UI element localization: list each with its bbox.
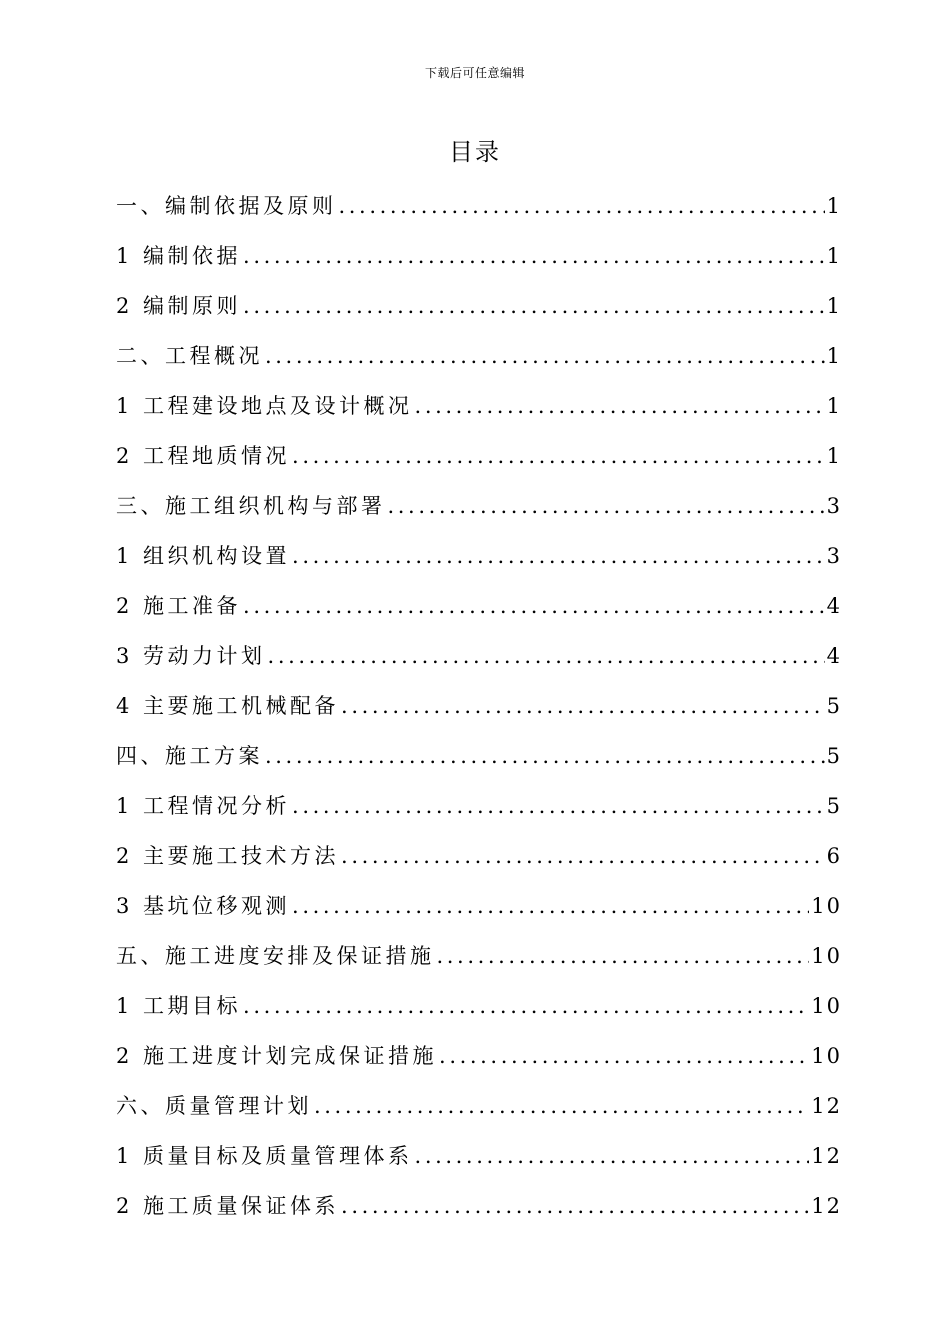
toc-dot-leader <box>439 1031 809 1081</box>
toc-entry[interactable] <box>116 531 842 581</box>
toc-dot-leader <box>292 531 825 581</box>
header-note: 下载后可任意编辑 <box>424 66 525 80</box>
toc-dot-leader <box>243 981 809 1031</box>
toc-entry[interactable] <box>116 781 842 831</box>
toc-dot-leader <box>341 681 825 731</box>
toc-entry[interactable] <box>116 281 842 331</box>
toc-entry-label: 1 工程建设地点及设计概况 <box>116 394 413 418</box>
toc-entry-label: 1 质量目标及质量管理体系 <box>116 1144 413 1168</box>
toc-dot-leader <box>265 331 825 381</box>
toc-entry-page-number: 5 <box>826 794 842 818</box>
toc-entry-page-number: 12 <box>811 1144 842 1168</box>
toc-entry-page-number: 1 <box>826 394 842 418</box>
toc-dot-leader <box>415 381 825 431</box>
toc-entry[interactable] <box>116 1131 842 1181</box>
toc-entry-page-number: 1 <box>826 244 842 268</box>
toc-dot-leader <box>292 881 809 931</box>
toc-entry-label: 1 组织机构设置 <box>116 544 291 568</box>
toc-entry-label: 2 工程地质情况 <box>116 444 291 468</box>
toc-dot-leader <box>314 1081 809 1131</box>
toc-entry[interactable] <box>116 581 842 631</box>
toc-dot-leader <box>243 231 825 281</box>
toc-entry[interactable] <box>116 931 842 981</box>
toc-entry-label: 3 劳动力计划 <box>116 644 266 668</box>
toc-entry[interactable] <box>116 1181 842 1231</box>
toc-entry-page-number: 1 <box>826 344 842 368</box>
toc-entry[interactable] <box>116 1031 842 1081</box>
toc-entry[interactable] <box>116 181 842 231</box>
toc-entry[interactable] <box>116 331 842 381</box>
toc-dot-leader <box>268 631 825 681</box>
toc-entry-page-number: 4 <box>826 644 842 668</box>
toc-entry-page-number: 4 <box>826 594 842 618</box>
toc-entry-label: 2 编制原则 <box>116 294 242 318</box>
toc-entry[interactable] <box>116 431 842 481</box>
toc-dot-leader <box>339 181 825 231</box>
toc-entry-label: 二、工程概况 <box>116 344 263 368</box>
toc-entry[interactable] <box>116 381 842 431</box>
toc-entry-page-number: 5 <box>826 694 842 718</box>
toc-dot-leader <box>341 1181 809 1231</box>
toc-dot-leader <box>265 731 825 781</box>
toc-entry-page-number: 10 <box>811 1044 842 1068</box>
table-of-contents <box>116 181 842 1231</box>
toc-dot-leader <box>292 431 825 481</box>
toc-entry-label: 五、施工进度安排及保证措施 <box>116 944 435 968</box>
toc-dot-leader <box>437 931 810 981</box>
toc-entry-label: 2 主要施工技术方法 <box>116 844 340 868</box>
toc-entry[interactable] <box>116 981 842 1031</box>
toc-entry-label: 一、编制依据及原则 <box>116 194 337 218</box>
toc-entry-label: 四、施工方案 <box>116 744 263 768</box>
toc-entry-page-number: 1 <box>826 194 842 218</box>
toc-entry-label: 4 主要施工机械配备 <box>116 694 340 718</box>
toc-entry-page-number: 6 <box>826 844 842 868</box>
toc-dot-leader <box>341 831 825 881</box>
toc-entry-label: 1 编制依据 <box>116 244 242 268</box>
toc-entry-label: 六、质量管理计划 <box>116 1094 312 1118</box>
toc-entry[interactable] <box>116 481 842 531</box>
toc-entry-page-number: 5 <box>826 744 842 768</box>
toc-entry[interactable] <box>116 631 842 681</box>
toc-entry[interactable] <box>116 681 842 731</box>
toc-entry[interactable] <box>116 1081 842 1131</box>
toc-entry-page-number: 3 <box>826 494 842 518</box>
toc-entry-label: 1 工期目标 <box>116 994 242 1018</box>
toc-entry[interactable] <box>116 831 842 881</box>
toc-dot-leader <box>243 581 825 631</box>
toc-entry-label: 1 工程情况分析 <box>116 794 291 818</box>
toc-entry[interactable] <box>116 731 842 781</box>
toc-entry[interactable] <box>116 231 842 281</box>
toc-entry-page-number: 3 <box>826 544 842 568</box>
toc-dot-leader <box>415 1131 810 1181</box>
toc-entry-page-number: 1 <box>826 444 842 468</box>
toc-entry-page-number: 10 <box>811 894 842 918</box>
toc-entry-page-number: 12 <box>811 1094 842 1118</box>
toc-entry-label: 3 基坑位移观测 <box>116 894 291 918</box>
toc-entry-label: 2 施工进度计划完成保证措施 <box>116 1044 438 1068</box>
toc-entry-label: 2 施工准备 <box>116 594 242 618</box>
toc-entry-label: 三、施工组织机构与部署 <box>116 494 386 518</box>
toc-entry[interactable] <box>116 881 842 931</box>
toc-entry-page-number: 10 <box>811 944 842 968</box>
toc-title: 目录 <box>449 138 501 166</box>
toc-entry-label: 2 施工质量保证体系 <box>116 1194 340 1218</box>
toc-dot-leader <box>292 781 825 831</box>
toc-entry-page-number: 10 <box>811 994 842 1018</box>
toc-entry-page-number: 12 <box>811 1194 842 1218</box>
toc-entry-page-number: 1 <box>826 294 842 318</box>
toc-dot-leader <box>243 281 825 331</box>
toc-dot-leader <box>388 481 825 531</box>
